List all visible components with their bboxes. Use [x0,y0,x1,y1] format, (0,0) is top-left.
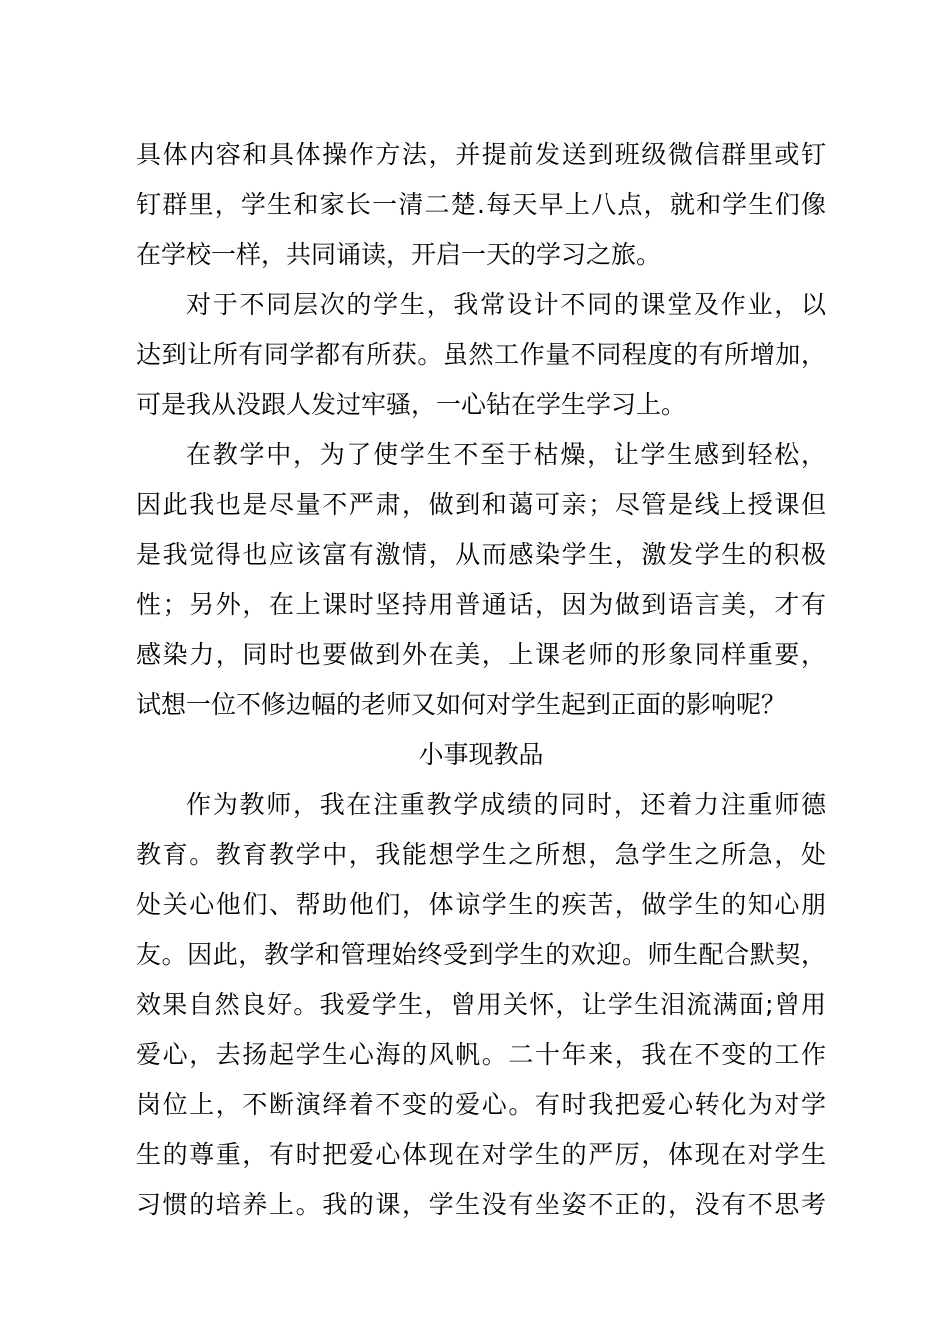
text-line: 爱心，去扬起学生心海的风帆。二十年来，我在不变的工作 [136,1040,826,1069]
text-line: 因此我也是尽量不严肃，做到和蔼可亲；尽管是线上授课但 [136,490,826,519]
text-line: 教育。教育教学中，我能想学生之所想，急学生之所急，处 [136,840,826,869]
text-line: 试想一位不修边幅的老师又如何对学生起到正面的影响呢？ [136,690,787,719]
text-line: 对于不同层次的学生，我常设计不同的课堂及作业，以 [186,290,826,319]
text-line: 生的尊重，有时把爱心体现在对学生的严厉，体现在对学生 [136,1140,826,1169]
text-line: 性；另外，在上课时坚持用普通话，因为做到语言美，才有 [136,590,826,619]
section-heading: 小事现教品 [418,740,544,769]
text-line: 具体内容和具体操作方法，并提前发送到班级微信群里或钉 [136,140,826,169]
text-line: 处关心他们、帮助他们，体谅学生的疾苦，做学生的知心朋 [136,890,826,919]
text-line: 感染力，同时也要做到外在美，上课老师的形象同样重要， [136,640,826,669]
document-body [136,130,826,1230]
text-line: 作为教师，我在注重教学成绩的同时，还着力注重师德 [186,790,826,819]
text-line: 在教学中，为了使学生不至于枯燥，让学生感到轻松， [186,440,826,469]
text-line: 是我觉得也应该富有激情，从而感染学生，激发学生的积极 [136,540,826,569]
text-line: 效果自然良好。我爱学生，曾用关怀，让学生泪流满面;曾用 [136,990,826,1019]
text-line: 在学校一样，共同诵读，开启一天的学习之旅。 [136,240,662,269]
text-line: 友。因此，教学和管理始终受到学生的欢迎。师生配合默契， [136,940,826,969]
text-line: 可是我从没跟人发过牢骚，一心钻在学生学习上。 [136,390,687,419]
text-line: 钉群里，学生和家长一清二楚.每天早上八点，就和学生们像 [136,190,826,219]
text-line: 达到让所有同学都有所获。虽然工作量不同程度的有所增加， [136,340,826,369]
text-line: 岗位上，不断演绎着不变的爱心。有时我把爱心转化为对学 [136,1090,826,1119]
text-line: 习惯的培养上。我的课，学生没有坐姿不正的，没有不思考 [136,1190,826,1219]
